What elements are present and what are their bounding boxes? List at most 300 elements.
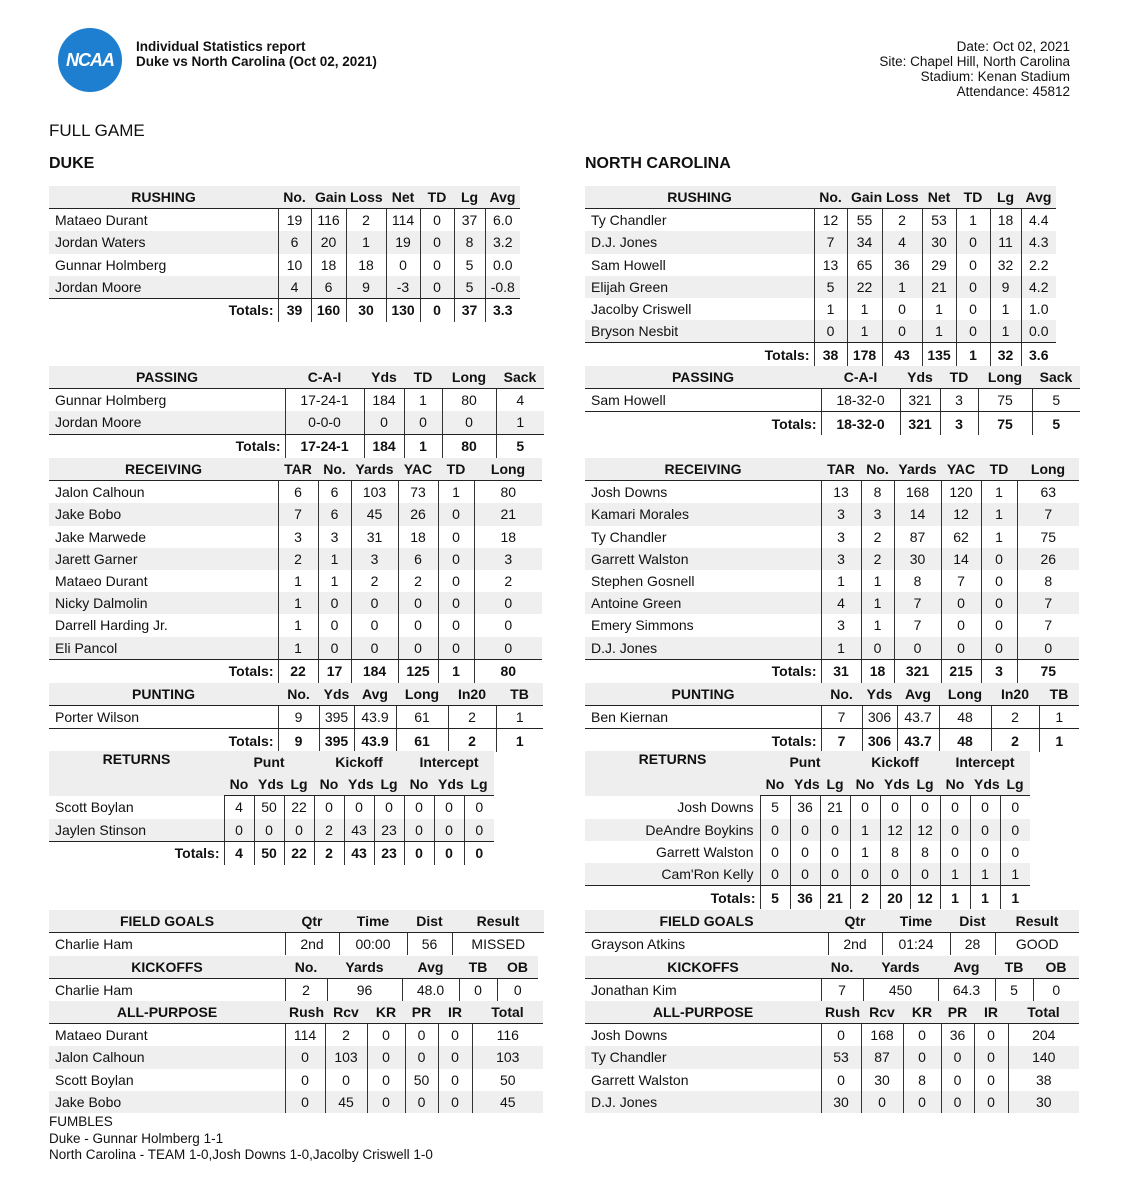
stat-cell: 7 bbox=[894, 592, 941, 614]
player-name: D.J. Jones bbox=[585, 1091, 821, 1113]
duke-all-purpose-table bbox=[49, 1001, 543, 1113]
stat-cell: 6 bbox=[318, 481, 351, 504]
table-row bbox=[585, 526, 1079, 548]
table-row bbox=[49, 570, 542, 592]
column-header: Avg bbox=[897, 683, 939, 706]
player-name: Emery Simmons bbox=[591, 617, 694, 634]
player-name: Sam Howell bbox=[591, 256, 666, 273]
stat-cell: 1 bbox=[990, 298, 1021, 320]
stat-cell: 0 bbox=[438, 570, 474, 592]
stat-cell: 0 bbox=[981, 614, 1017, 636]
stat-cell: 0 bbox=[850, 796, 880, 819]
table-row bbox=[49, 481, 542, 504]
column-header: TD bbox=[956, 186, 990, 209]
table-row bbox=[49, 526, 542, 548]
stat-cell: 0 bbox=[285, 1091, 325, 1113]
stat-cell: 1 bbox=[922, 298, 956, 320]
stat-cell: 0 bbox=[344, 796, 374, 819]
player-name: Kamari Morales bbox=[585, 503, 821, 525]
player-name: Ty Chandler bbox=[585, 1046, 821, 1068]
player-name: Garrett Walston bbox=[655, 843, 754, 860]
stat-cell: 1 bbox=[814, 298, 847, 320]
totals-cell: 61 bbox=[396, 729, 448, 753]
totals-label: Totals: bbox=[771, 663, 817, 680]
stat-cell: 2 bbox=[398, 570, 438, 592]
stat-cell: 2 bbox=[882, 209, 922, 232]
player-name: Mataeo Durant bbox=[55, 573, 148, 590]
stat-cell: 0 bbox=[894, 637, 941, 660]
stat-cell: 0 bbox=[981, 592, 1017, 614]
stat-cell: 4.4 bbox=[1021, 209, 1056, 232]
totals-cell: 2 bbox=[991, 729, 1039, 753]
column-header: Gain bbox=[847, 186, 882, 209]
column-header: TB bbox=[459, 956, 497, 979]
stat-cell: 0 bbox=[420, 254, 454, 276]
stat-cell: 114 bbox=[386, 209, 420, 232]
stat-cell: 0 bbox=[940, 819, 970, 841]
totals-cell: 22 bbox=[278, 659, 318, 683]
stat-cell: 87 bbox=[861, 1046, 903, 1068]
stat-cell: 4 bbox=[224, 796, 254, 819]
stat-cell: 7 bbox=[1017, 503, 1079, 525]
table-row bbox=[585, 1024, 1079, 1047]
totals-label: Totals: bbox=[764, 346, 810, 363]
stat-cell: 80 bbox=[442, 389, 496, 412]
table-row bbox=[585, 637, 1079, 660]
section-header: PUNTING bbox=[49, 683, 278, 706]
stat-cell: 1 bbox=[496, 411, 544, 434]
table-row bbox=[585, 231, 1056, 253]
stat-cell: 0 bbox=[970, 796, 1000, 819]
column-header: PR bbox=[405, 1001, 438, 1024]
totals-cell: 395 bbox=[319, 729, 354, 753]
column-header: Long bbox=[396, 683, 448, 706]
stat-cell: 48.0 bbox=[402, 979, 459, 1002]
player-name: Mataeo Durant bbox=[55, 1027, 148, 1044]
column-header: Qtr bbox=[285, 910, 339, 933]
totals-cell: 130 bbox=[386, 298, 420, 322]
column-header: TAR bbox=[821, 458, 861, 481]
stat-cell: 2 bbox=[474, 570, 542, 592]
stat-cell: 0 bbox=[254, 819, 284, 842]
table-row bbox=[585, 796, 1030, 819]
duke-passing-table bbox=[49, 366, 544, 458]
column-header: No. bbox=[278, 186, 311, 209]
column-header: Long bbox=[474, 458, 542, 481]
stat-cell: 0 bbox=[981, 570, 1017, 592]
player-name: Jordan Moore bbox=[49, 276, 278, 299]
stat-cell: 0 bbox=[1033, 979, 1079, 1002]
section-header: PASSING bbox=[585, 366, 821, 389]
player-name: Gunnar Holmberg bbox=[55, 256, 167, 273]
totals-cell: 37 bbox=[454, 298, 485, 322]
stat-cell: 1 bbox=[861, 592, 894, 614]
stat-cell: 0 bbox=[284, 819, 314, 842]
player-name: Porter Wilson bbox=[49, 706, 278, 729]
stat-cell: 3 bbox=[318, 526, 351, 548]
stat-cell: 21 bbox=[820, 796, 850, 819]
unc-receiving-table bbox=[585, 458, 1079, 683]
stat-cell: 1 bbox=[278, 637, 318, 660]
player-name: Scott Boylan bbox=[55, 799, 134, 816]
stat-cell: 18-32-0 bbox=[821, 389, 900, 412]
stat-cell: 0 bbox=[970, 819, 1000, 841]
totals-cell: 32 bbox=[990, 343, 1021, 367]
table-row bbox=[585, 614, 1079, 636]
stat-cell: 0 bbox=[981, 548, 1017, 570]
column-header: Lg bbox=[454, 186, 485, 209]
column-header: Yards bbox=[327, 956, 402, 979]
column-header: Yds bbox=[790, 773, 820, 796]
stat-cell: 0 bbox=[398, 614, 438, 636]
stat-cell: 61 bbox=[396, 706, 448, 729]
stat-cell: 0 bbox=[459, 979, 497, 1002]
stat-cell: 7 bbox=[941, 570, 981, 592]
stat-cell: 2nd bbox=[285, 933, 339, 956]
stat-cell: 1 bbox=[981, 526, 1017, 548]
player-name: Charlie Ham bbox=[55, 936, 133, 953]
player-name: Jonathan Kim bbox=[591, 982, 677, 999]
stat-cell: 0 bbox=[474, 592, 542, 614]
totals-cell: 75 bbox=[978, 412, 1032, 436]
stat-cell: 0 bbox=[398, 637, 438, 660]
totals-cell: 135 bbox=[922, 343, 956, 367]
stat-cell: 12 bbox=[814, 209, 847, 232]
stat-cell: 8 bbox=[861, 481, 894, 504]
stat-cell: 0 bbox=[903, 1091, 941, 1113]
stat-cell: 0 bbox=[405, 1046, 438, 1068]
stat-cell: 43.9 bbox=[354, 706, 396, 729]
fumbles-unc: North Carolina - TEAM 1-0,Josh Downs 1-0,Jacolby Criswell 1-0 bbox=[49, 1147, 433, 1162]
stat-cell: 23 bbox=[374, 819, 404, 842]
stat-cell: 0 bbox=[464, 819, 494, 842]
stat-cell: 56 bbox=[407, 933, 452, 956]
stat-cell: 2 bbox=[991, 706, 1039, 729]
column-header: Net bbox=[922, 186, 956, 209]
stat-cell: 0 bbox=[970, 841, 1000, 863]
player-name: Sam Howell bbox=[585, 389, 821, 412]
duke-kickoffs-table bbox=[49, 956, 538, 1001]
player-name: Jalon Calhoun bbox=[49, 1046, 285, 1068]
totals-cell: 4 bbox=[224, 841, 254, 865]
player-name: Jake Marwede bbox=[55, 528, 147, 545]
section-header: ALL-PURPOSE bbox=[49, 1001, 285, 1024]
stat-cell: 0 bbox=[974, 1069, 1008, 1091]
column-header: Avg bbox=[354, 683, 396, 706]
player-name: Cam'Ron Kelly bbox=[585, 863, 760, 886]
column-header: PR bbox=[941, 1001, 974, 1024]
stat-cell: 7 bbox=[814, 231, 847, 253]
table-row bbox=[585, 592, 1079, 614]
player-name: Mataeo Durant bbox=[55, 212, 148, 229]
stat-cell: 0 bbox=[821, 1024, 861, 1047]
stat-cell: 8 bbox=[454, 231, 485, 253]
stat-cell: 22 bbox=[284, 796, 314, 819]
player-name: Stephen Gosnell bbox=[591, 573, 695, 590]
stat-cell: 4.2 bbox=[1021, 276, 1056, 298]
table-row bbox=[585, 254, 1056, 276]
stat-cell: 21 bbox=[922, 276, 956, 298]
player-name: Jake Bobo bbox=[49, 1091, 285, 1113]
stat-cell: 1 bbox=[404, 389, 442, 412]
stat-cell: 1 bbox=[821, 570, 861, 592]
table-row bbox=[49, 1046, 543, 1068]
column-header: Total bbox=[1008, 1001, 1079, 1024]
totals-cell: 3 bbox=[981, 659, 1017, 683]
stat-cell: 30 bbox=[861, 1069, 903, 1091]
player-name: Grayson Atkins bbox=[591, 936, 686, 953]
stat-cell: 0 bbox=[790, 841, 820, 863]
stat-cell: 2 bbox=[861, 526, 894, 548]
stat-cell: 43 bbox=[344, 819, 374, 842]
totals-row bbox=[585, 412, 1080, 436]
totals-label: Totals: bbox=[228, 732, 274, 749]
stat-cell: 0 bbox=[367, 1046, 405, 1068]
stat-cell: 62 bbox=[941, 526, 981, 548]
stat-cell: 0 bbox=[438, 548, 474, 570]
stat-cell: 103 bbox=[325, 1046, 367, 1068]
column-header: Sack bbox=[496, 366, 544, 389]
stat-cell: 45 bbox=[325, 1091, 367, 1113]
column-header: YAC bbox=[398, 458, 438, 481]
column-header: No. bbox=[821, 683, 862, 706]
stat-cell: 0 bbox=[903, 1046, 941, 1068]
stat-cell: 96 bbox=[327, 979, 402, 1002]
player-name: Josh Downs bbox=[591, 1027, 668, 1044]
stat-cell: 395 bbox=[319, 706, 354, 729]
stat-cell: 0 bbox=[285, 1046, 325, 1068]
stat-cell: -3 bbox=[386, 276, 420, 299]
stat-cell: 103 bbox=[472, 1046, 543, 1068]
table-row bbox=[585, 298, 1056, 320]
column-header: Sack bbox=[1032, 366, 1080, 389]
column-group-header: Kickoff bbox=[850, 751, 940, 773]
stat-cell: 0 bbox=[351, 614, 398, 636]
stat-cell: 1 bbox=[278, 570, 318, 592]
section-header: RUSHING bbox=[585, 186, 814, 209]
totals-cell: 22 bbox=[284, 841, 314, 865]
stat-cell: 1 bbox=[940, 863, 970, 886]
totals-cell: 5 bbox=[760, 886, 790, 910]
column-header: Loss bbox=[346, 186, 386, 209]
stat-cell: 116 bbox=[311, 209, 346, 232]
totals-cell: 1 bbox=[438, 659, 474, 683]
stat-cell: 0 bbox=[940, 796, 970, 819]
table-row bbox=[49, 979, 538, 1002]
table-row bbox=[49, 389, 544, 412]
stat-cell: 36 bbox=[941, 1024, 974, 1047]
stat-cell: 0 bbox=[760, 841, 790, 863]
column-header: Result bbox=[452, 910, 544, 933]
column-header: TD bbox=[404, 366, 442, 389]
section-header: PUNTING bbox=[585, 683, 821, 706]
unc-returns-table bbox=[585, 751, 1030, 909]
column-header: OB bbox=[1033, 956, 1079, 979]
stat-cell: 1 bbox=[1000, 863, 1030, 886]
section-header: RETURNS bbox=[585, 751, 760, 796]
stat-cell: 1 bbox=[438, 481, 474, 504]
stat-cell: 0 bbox=[438, 1024, 472, 1047]
stat-cell: 0 bbox=[941, 1069, 974, 1091]
stat-cell: 34 bbox=[847, 231, 882, 253]
column-header: No. bbox=[285, 956, 327, 979]
stat-cell: 116 bbox=[472, 1024, 543, 1047]
stat-cell: 0 bbox=[861, 1091, 903, 1113]
stat-cell: 45 bbox=[351, 503, 398, 525]
duke-receiving-table bbox=[49, 458, 542, 683]
stat-cell: 168 bbox=[861, 1024, 903, 1047]
stat-cell: 19 bbox=[386, 231, 420, 253]
table-row bbox=[49, 1091, 543, 1113]
totals-cell: 18 bbox=[861, 659, 894, 683]
stat-cell: 7 bbox=[1017, 592, 1079, 614]
stat-cell: 0 bbox=[790, 819, 820, 841]
stat-cell: 0 bbox=[760, 819, 790, 841]
fumbles-duke: Duke - Gunnar Holmberg 1-1 bbox=[49, 1130, 224, 1146]
stat-cell: 4.3 bbox=[1021, 231, 1056, 253]
stat-cell: 30 bbox=[821, 1091, 861, 1113]
column-header: Dist bbox=[950, 910, 995, 933]
stat-cell: 3.2 bbox=[485, 231, 520, 253]
totals-cell: 20 bbox=[880, 886, 910, 910]
column-header: Avg bbox=[402, 956, 459, 979]
column-header: C-A-I bbox=[821, 366, 900, 389]
totals-cell: 21 bbox=[820, 886, 850, 910]
player-name: D.J. Jones bbox=[585, 231, 814, 253]
stat-cell: 3 bbox=[351, 548, 398, 570]
stat-cell: 0 bbox=[882, 298, 922, 320]
column-header: Rush bbox=[285, 1001, 325, 1024]
stat-cell: 0 bbox=[910, 863, 940, 886]
table-row bbox=[585, 320, 1056, 343]
column-header: TB bbox=[1039, 683, 1079, 706]
report-subtitle: Duke vs North Carolina (Oct 02, 2021) bbox=[136, 54, 377, 69]
totals-cell: 2 bbox=[314, 841, 344, 865]
stat-cell: 0.0 bbox=[1021, 320, 1056, 343]
stat-cell: 0 bbox=[941, 592, 981, 614]
table-row bbox=[585, 209, 1056, 232]
stat-cell: 306 bbox=[862, 706, 897, 729]
table-row bbox=[49, 796, 494, 819]
column-header: No. bbox=[318, 458, 351, 481]
stat-cell: 1 bbox=[850, 819, 880, 841]
column-header: Net bbox=[386, 186, 420, 209]
table-row bbox=[49, 1024, 543, 1047]
stat-cell: 1 bbox=[981, 481, 1017, 504]
stat-cell: 0 bbox=[364, 411, 404, 434]
column-header: Dist bbox=[407, 910, 452, 933]
stat-cell: 37 bbox=[454, 209, 485, 232]
table-row bbox=[585, 979, 1079, 1002]
totals-cell: 160 bbox=[311, 298, 346, 322]
stat-cell: 01:24 bbox=[882, 933, 950, 956]
column-header: Yds bbox=[880, 773, 910, 796]
report-title-block bbox=[136, 39, 377, 69]
stat-cell: 1 bbox=[278, 614, 318, 636]
totals-cell: 43 bbox=[882, 343, 922, 367]
stat-cell: 3 bbox=[821, 503, 861, 525]
column-header: Lg bbox=[1000, 773, 1030, 796]
stat-cell: 0 bbox=[404, 819, 434, 842]
totals-cell: 306 bbox=[862, 729, 897, 753]
totals-cell: 1 bbox=[404, 434, 442, 458]
stat-cell: 120 bbox=[941, 481, 981, 504]
stat-cell: 321 bbox=[900, 389, 940, 412]
stat-cell: -0.8 bbox=[485, 276, 520, 299]
stat-cell: 0 bbox=[903, 1024, 941, 1047]
stat-cell: 2 bbox=[448, 706, 496, 729]
totals-label: Totals: bbox=[174, 845, 220, 862]
column-header: Time bbox=[882, 910, 950, 933]
column-header: In20 bbox=[991, 683, 1039, 706]
totals-cell: 9 bbox=[278, 729, 319, 753]
totals-label: Totals: bbox=[228, 663, 274, 680]
stat-cell: 6 bbox=[398, 548, 438, 570]
player-name: Scott Boylan bbox=[55, 1071, 134, 1088]
column-header: YAC bbox=[941, 458, 981, 481]
stat-cell: 0 bbox=[367, 1091, 405, 1113]
stat-cell: 53 bbox=[922, 209, 956, 232]
column-header: Long bbox=[939, 683, 991, 706]
stat-cell: 0 bbox=[318, 592, 351, 614]
player-name: Jarett Garner bbox=[49, 548, 278, 570]
section-header: RECEIVING bbox=[585, 458, 821, 481]
stat-cell: 1 bbox=[970, 863, 1000, 886]
totals-cell: 3 bbox=[940, 412, 978, 436]
totals-cell: 184 bbox=[351, 659, 398, 683]
stat-cell: 12 bbox=[910, 819, 940, 841]
stat-cell: 0 bbox=[474, 614, 542, 636]
stat-cell: 87 bbox=[894, 526, 941, 548]
column-header: Lg bbox=[374, 773, 404, 796]
unc-kickoffs-table bbox=[585, 956, 1079, 1001]
stat-cell: 0 bbox=[941, 1091, 974, 1113]
stat-cell: 0 bbox=[956, 254, 990, 276]
totals-cell: 48 bbox=[939, 729, 991, 753]
stat-cell: 5 bbox=[454, 276, 485, 299]
player-name: Jordan Waters bbox=[49, 231, 278, 253]
stat-cell: 0 bbox=[814, 320, 847, 343]
stat-cell: 18 bbox=[398, 526, 438, 548]
stat-cell: 7 bbox=[1017, 614, 1079, 636]
duke-returns-table bbox=[49, 751, 494, 865]
stat-cell: 1.0 bbox=[1021, 298, 1056, 320]
column-group-header: Intercept bbox=[940, 751, 1030, 773]
stat-cell: 4 bbox=[278, 276, 311, 299]
stat-cell: 38 bbox=[1008, 1069, 1079, 1091]
stat-cell: 0 bbox=[285, 1069, 325, 1091]
totals-row bbox=[585, 886, 1030, 910]
stat-cell: 0 bbox=[941, 1046, 974, 1068]
player-name: Jalon Calhoun bbox=[55, 484, 145, 501]
player-name: Antoine Green bbox=[585, 592, 821, 614]
fumbles-section bbox=[49, 1114, 433, 1164]
stat-cell: 0 bbox=[318, 614, 351, 636]
stat-cell: 0-0-0 bbox=[285, 411, 364, 434]
stat-cell: 1 bbox=[318, 570, 351, 592]
column-header: Long bbox=[978, 366, 1032, 389]
stat-cell: 0 bbox=[790, 863, 820, 886]
column-header: TD bbox=[940, 366, 978, 389]
stat-cell: 0 bbox=[474, 637, 542, 660]
stat-cell: 12 bbox=[941, 503, 981, 525]
totals-cell: 0 bbox=[464, 841, 494, 865]
column-header: Yards bbox=[894, 458, 941, 481]
stat-cell: 0 bbox=[438, 637, 474, 660]
stat-cell: 6 bbox=[311, 276, 346, 299]
totals-cell: 3.3 bbox=[485, 298, 520, 322]
column-header: Gain bbox=[311, 186, 346, 209]
